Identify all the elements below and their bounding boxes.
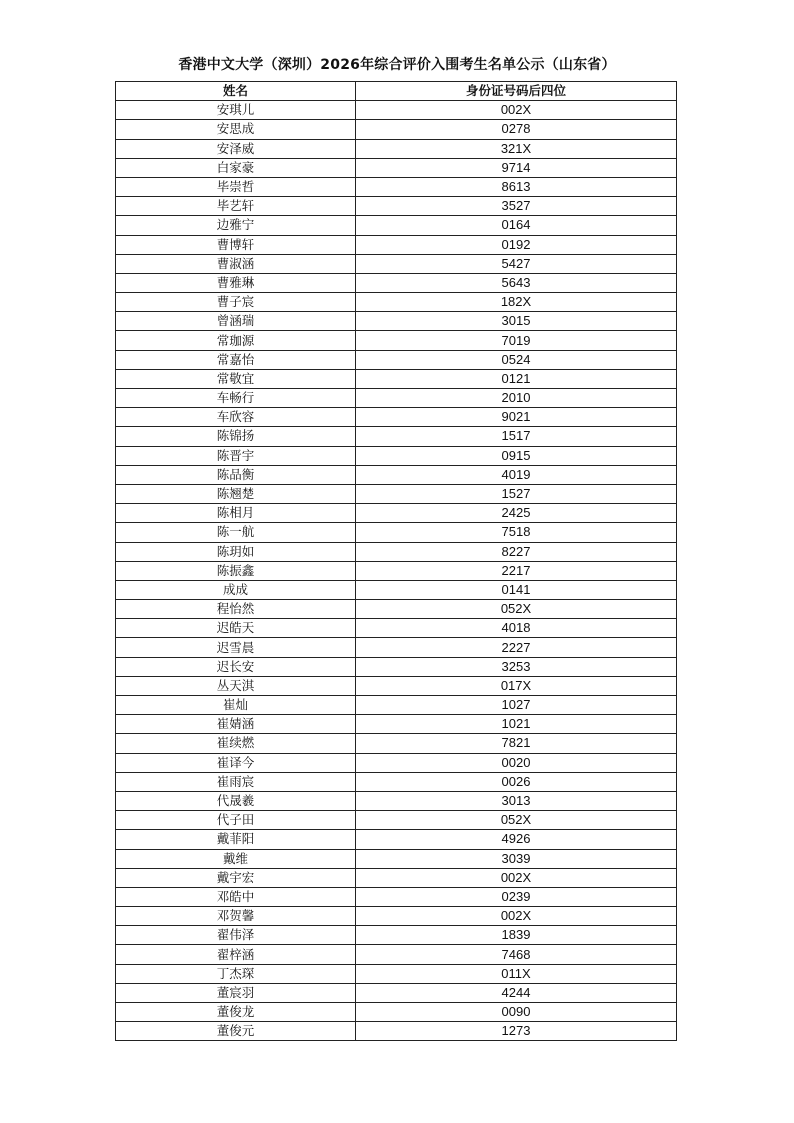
table-row xyxy=(116,484,677,503)
candidate-name-cell: 曹子宸 xyxy=(116,293,356,312)
id-suffix-cell: 011X xyxy=(356,964,677,983)
table-row xyxy=(116,715,677,734)
table-row xyxy=(116,926,677,945)
id-suffix-cell: 052X xyxy=(356,600,677,619)
candidate-name-cell: 车畅行 xyxy=(116,389,356,408)
candidate-name-cell: 车欣容 xyxy=(116,408,356,427)
candidate-name-cell: 毕崇哲 xyxy=(116,177,356,196)
candidate-name-cell: 陈翘楚 xyxy=(116,484,356,503)
table-row xyxy=(116,580,677,599)
id-suffix-cell: 2010 xyxy=(356,389,677,408)
candidate-name-cell: 陈振鑫 xyxy=(116,561,356,580)
table-row xyxy=(116,139,677,158)
table-row xyxy=(116,408,677,427)
candidate-name-cell: 常珈源 xyxy=(116,331,356,350)
table-row xyxy=(116,887,677,906)
candidate-name-cell: 邓贺馨 xyxy=(116,907,356,926)
table-row xyxy=(116,1003,677,1022)
candidate-name-cell: 陈锦扬 xyxy=(116,427,356,446)
id-suffix-cell: 321X xyxy=(356,139,677,158)
candidate-name-cell: 迟皓天 xyxy=(116,619,356,638)
table-row xyxy=(116,830,677,849)
id-suffix-cell: 0020 xyxy=(356,753,677,772)
id-suffix-cell: 2227 xyxy=(356,638,677,657)
candidate-name-cell: 常嘉怡 xyxy=(116,350,356,369)
candidate-name-cell: 崔婧涵 xyxy=(116,715,356,734)
table-row xyxy=(116,964,677,983)
candidate-name-cell: 陈玥如 xyxy=(116,542,356,561)
candidate-name-cell: 陈品衡 xyxy=(116,465,356,484)
candidate-name-cell: 白家豪 xyxy=(116,158,356,177)
id-suffix-cell: 0524 xyxy=(356,350,677,369)
table-row xyxy=(116,331,677,350)
candidate-name-cell: 程怡然 xyxy=(116,600,356,619)
candidate-name-cell: 安思成 xyxy=(116,120,356,139)
id-suffix-cell: 3013 xyxy=(356,791,677,810)
id-suffix-cell: 9714 xyxy=(356,158,677,177)
candidate-name-cell: 陈晋宇 xyxy=(116,446,356,465)
candidate-name-cell: 翟梓涵 xyxy=(116,945,356,964)
candidate-name-cell: 丁杰琛 xyxy=(116,964,356,983)
table-row xyxy=(116,216,677,235)
table-row xyxy=(116,657,677,676)
candidate-name-cell: 董俊龙 xyxy=(116,1003,356,1022)
table-row xyxy=(116,504,677,523)
table-row xyxy=(116,312,677,331)
table-row xyxy=(116,772,677,791)
candidate-name-cell: 戴维 xyxy=(116,849,356,868)
table-row xyxy=(116,350,677,369)
table-row xyxy=(116,542,677,561)
table-row xyxy=(116,523,677,542)
table-row xyxy=(116,983,677,1002)
id-suffix-cell: 1273 xyxy=(356,1022,677,1041)
id-suffix-cell: 4926 xyxy=(356,830,677,849)
table-row xyxy=(116,177,677,196)
table-row xyxy=(116,676,677,695)
table-row xyxy=(116,465,677,484)
table-row xyxy=(116,791,677,810)
table-row xyxy=(116,753,677,772)
id-suffix-cell: 0192 xyxy=(356,235,677,254)
id-suffix-cell: 5643 xyxy=(356,273,677,292)
id-suffix-cell: 0239 xyxy=(356,887,677,906)
id-suffix-cell: 7468 xyxy=(356,945,677,964)
candidate-name-cell: 崔雨宸 xyxy=(116,772,356,791)
candidate-name-cell: 邓皓中 xyxy=(116,887,356,906)
table-row xyxy=(116,1022,677,1041)
id-suffix-cell: 182X xyxy=(356,293,677,312)
candidate-name-cell: 曾涵瑞 xyxy=(116,312,356,331)
candidate-name-cell: 陈相月 xyxy=(116,504,356,523)
table-row xyxy=(116,619,677,638)
id-suffix-cell: 4244 xyxy=(356,983,677,1002)
table-row xyxy=(116,561,677,580)
id-suffix-cell: 2425 xyxy=(356,504,677,523)
id-suffix-cell: 052X xyxy=(356,811,677,830)
table-row xyxy=(116,120,677,139)
id-suffix-cell: 0164 xyxy=(356,216,677,235)
id-suffix-cell: 0026 xyxy=(356,772,677,791)
id-suffix-cell: 0121 xyxy=(356,369,677,388)
candidate-name-cell: 迟雪晨 xyxy=(116,638,356,657)
id-suffix-cell: 5427 xyxy=(356,254,677,273)
candidate-name-cell: 崔续燃 xyxy=(116,734,356,753)
candidate-name-cell: 代晟羲 xyxy=(116,791,356,810)
table-row xyxy=(116,907,677,926)
candidate-name-cell: 崔灿 xyxy=(116,696,356,715)
candidate-name-cell: 董俊元 xyxy=(116,1022,356,1041)
page-title: 香港中文大学（深圳）2026年综合评价入围考生名单公示（山东省） xyxy=(178,57,616,73)
id-suffix-cell: 8227 xyxy=(356,542,677,561)
id-suffix-cell: 7019 xyxy=(356,331,677,350)
id-suffix-cell: 002X xyxy=(356,101,677,120)
table-row xyxy=(116,696,677,715)
table-row xyxy=(116,811,677,830)
table-row xyxy=(116,235,677,254)
table-row xyxy=(116,849,677,868)
candidate-name-cell: 成成 xyxy=(116,580,356,599)
candidate-name-cell: 安泽威 xyxy=(116,139,356,158)
table-row xyxy=(116,389,677,408)
table-row xyxy=(116,600,677,619)
table-row xyxy=(116,101,677,120)
table-row xyxy=(116,734,677,753)
candidate-name-cell: 代子田 xyxy=(116,811,356,830)
table-row xyxy=(116,945,677,964)
id-suffix-cell: 0278 xyxy=(356,120,677,139)
id-suffix-cell: 1839 xyxy=(356,926,677,945)
table-row xyxy=(116,427,677,446)
candidate-name-cell: 边雅宁 xyxy=(116,216,356,235)
table-row xyxy=(116,158,677,177)
candidate-name-cell: 戴菲阳 xyxy=(116,830,356,849)
id-suffix-cell: 1027 xyxy=(356,696,677,715)
id-suffix-cell: 3253 xyxy=(356,657,677,676)
id-suffix-cell: 002X xyxy=(356,907,677,926)
candidate-name-cell: 曹雅琳 xyxy=(116,273,356,292)
id-suffix-cell: 8613 xyxy=(356,177,677,196)
table-row xyxy=(116,446,677,465)
candidate-name-cell: 丛天淇 xyxy=(116,676,356,695)
id-suffix-cell: 1021 xyxy=(356,715,677,734)
id-suffix-cell: 7821 xyxy=(356,734,677,753)
id-suffix-cell: 3039 xyxy=(356,849,677,868)
id-suffix-cell: 1517 xyxy=(356,427,677,446)
candidate-name-cell: 董宸羽 xyxy=(116,983,356,1002)
candidate-name-cell: 常敬宜 xyxy=(116,369,356,388)
candidate-name-cell: 毕艺轩 xyxy=(116,197,356,216)
table-body xyxy=(116,101,677,1041)
table-row xyxy=(116,273,677,292)
candidate-name-cell: 陈一航 xyxy=(116,523,356,542)
table-header-row xyxy=(116,82,677,101)
id-suffix-cell: 9021 xyxy=(356,408,677,427)
id-suffix-cell: 0090 xyxy=(356,1003,677,1022)
table-row xyxy=(116,197,677,216)
table-row xyxy=(116,369,677,388)
table-row xyxy=(116,254,677,273)
column-header-id-suffix: 身份证号码后四位 xyxy=(356,82,677,101)
candidate-name-cell: 曹淑涵 xyxy=(116,254,356,273)
id-suffix-cell: 3015 xyxy=(356,312,677,331)
candidate-table xyxy=(115,81,677,1041)
id-suffix-cell: 0915 xyxy=(356,446,677,465)
table-row xyxy=(116,868,677,887)
candidate-name-cell: 戴宇宏 xyxy=(116,868,356,887)
id-suffix-cell: 0141 xyxy=(356,580,677,599)
id-suffix-cell: 002X xyxy=(356,868,677,887)
candidate-name-cell: 崔译今 xyxy=(116,753,356,772)
candidate-name-cell: 曹博轩 xyxy=(116,235,356,254)
id-suffix-cell: 4018 xyxy=(356,619,677,638)
column-header-name: 姓名 xyxy=(116,82,356,101)
candidate-name-cell: 迟长安 xyxy=(116,657,356,676)
table-row xyxy=(116,638,677,657)
id-suffix-cell: 2217 xyxy=(356,561,677,580)
id-suffix-cell: 7518 xyxy=(356,523,677,542)
id-suffix-cell: 017X xyxy=(356,676,677,695)
candidate-name-cell: 翟伟泽 xyxy=(116,926,356,945)
candidate-name-cell: 安琪儿 xyxy=(116,101,356,120)
id-suffix-cell: 4019 xyxy=(356,465,677,484)
id-suffix-cell: 1527 xyxy=(356,484,677,503)
id-suffix-cell: 3527 xyxy=(356,197,677,216)
table-row xyxy=(116,293,677,312)
